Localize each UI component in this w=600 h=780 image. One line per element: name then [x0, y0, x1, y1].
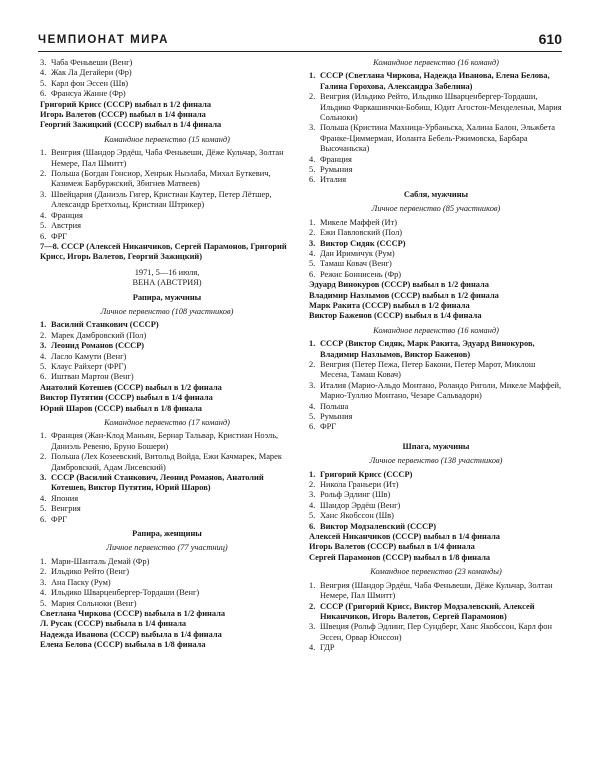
elimination-note: Владимир Назлымов (СССР) выбыл в 1/2 финала: [309, 290, 499, 300]
elimination-note: Анатолий Котешев (СССР) выбыл в 1/2 финала: [40, 382, 222, 392]
epee-individual: [309, 470, 563, 532]
list-item: 6. Италия: [309, 175, 347, 185]
list-item: 4. ГДР: [309, 643, 335, 653]
list-item: 1. Венгрия (Шандор Эрдёш, Чаба Феньвеши, Дёже Кульчар, Золтан Немере, Пал Шмитт): [40, 148, 284, 168]
elimination-note: Надежда Иванова (СССР) выбыла в 1/4 финала: [40, 629, 222, 639]
section-subheader: Личное первенство (108 участников): [100, 306, 234, 316]
section-subheader: Личное первенство (77 участниц): [106, 543, 228, 553]
section-subheader: Командное первенство (15 команд): [104, 134, 230, 144]
list-item: 3. Виктор Сидяк (СССР): [309, 238, 406, 248]
discipline-title: Рапира, мужчины: [132, 292, 202, 302]
list-item: 6. ФРГ: [309, 422, 337, 432]
list-item: 5. Румыния: [309, 412, 353, 421]
sabre-notes: [309, 280, 563, 322]
elimination-note: Юрий Шаров (СССР) выбыл в 1/8 финала: [40, 403, 202, 413]
list-item: 1. СССР (Виктор Сидяк, Марк Ракита, Эдуард Винокуров, Владимир Назлымов, Виктор Баженов): [309, 339, 535, 359]
event-place: ВЕНА (АВСТРИЯ): [132, 278, 202, 288]
list-item: 5. Клаус Райхерт (ФРГ): [40, 361, 127, 371]
discipline-title: Шпага, мужчины: [402, 441, 470, 451]
elimination-note: Игорь Валетов (СССР) выбыл в 1/4 финала: [40, 110, 206, 120]
sabre-individual: [309, 218, 563, 280]
rapier-women-individual: [40, 557, 294, 609]
list-item: 3. Рольф Эдлинг (Шв): [309, 490, 391, 500]
list-item: 2. Венгрия (Петер Пежа, Петер Бакони, Петер Марот, Миклош Месена, Тамаш Ковач): [309, 359, 536, 380]
rapier-women-team: [309, 71, 563, 185]
list-item: 5. Австрия: [40, 221, 81, 231]
list-item: 1. Мари-Шанталь Демай (Фр): [40, 556, 150, 566]
list-item: 4. Ласло Камути (Венг): [40, 351, 127, 361]
list-item: 1. Франция (Жан-Клод Маньян, Бернар Тальвар, Кристиан Ноэль, Даниэль Ревеню, Бруно Бошери): [40, 431, 279, 451]
left-column: [40, 58, 294, 651]
section-subheader: Личное первенство (85 участников): [371, 204, 501, 214]
list-item: 4. Польша: [309, 401, 349, 411]
list-item: 3. Швейцария (Даниэль Гигер, Кристиан Каутер, Петер Лётшер, Александр Бретхольц, Кристиан Штрикер): [40, 189, 272, 210]
list-item: 7—8. СССР (Алексей Никанчиков, Сергей Парамонов, Григорий Крисс, Игорь Валетов, Георгий Зажицкий): [40, 241, 287, 262]
list-item: 2. Венгрия (Ильдико Рейто, Ильдико Шварценбергер-Тордаши, Ильдико Фаркашинчки-Бобиш, Юдит Агостон-Менделеньи, Мария Сольноки): [309, 92, 562, 123]
section-subheader: Командное первенство (17 команд): [104, 418, 230, 427]
right-column: [309, 58, 563, 654]
list-item: 1. СССР (Светлана Чиркова, Надежда Иванова, Елена Белова, Галина Горохова, Александра Забелина): [309, 71, 550, 91]
elimination-note: Елена Белова (СССР) выбыла в 1/8 финала: [40, 640, 206, 650]
rapier-women-notes: [40, 609, 294, 651]
elimination-note: Григорий Крисс (СССР) выбыл в 1/2 финала: [40, 99, 212, 109]
epee-team: [309, 581, 563, 654]
list-item: 5. Карл фон Эссен (Шв): [40, 78, 129, 88]
page-number: 610: [538, 31, 562, 47]
section-subheader: Командное первенство (16 команд): [373, 58, 499, 67]
list-item: 2. Польша (Лех Козеевский, Витольд Войда, Ежи Качмарек, Марек Дамбровский, Адам Лисевский): [40, 452, 282, 472]
list-item: 2. СССР (Григорий Крисс, Виктор Модзалевский, Алексей Никанчиков, Игорь Валетов, Сергей Парамонов): [309, 601, 535, 621]
elimination-note: Светлана Чиркова (СССР) выбыла в 1/2 финала: [40, 608, 226, 618]
rapier-men-team: [40, 431, 294, 525]
list-item: 5. Тамаш Ковач (Венг): [309, 259, 392, 269]
page-title: ЧЕМПИОНАТ МИРА: [38, 34, 169, 46]
elimination-note: Виктор Путятин (СССР) выбыл в 1/4 финала: [40, 393, 213, 403]
list-item: 5. Венгрия: [40, 504, 81, 514]
list-item: 5. Мария Сольноки (Венг): [40, 598, 137, 608]
section-subheader: Командное первенство (23 команды): [370, 567, 502, 577]
elimination-note: Л. Русак (СССР) выбыла в 1/4 финала: [40, 619, 187, 629]
discipline-title: Рапира, женщины: [132, 529, 202, 539]
elimination-note: Георгий Зажицкий (СССР) выбыл в 1/4 финала: [40, 120, 222, 130]
epee-notes: [309, 532, 563, 563]
list-item: 5. Ханс Якобссон (Шв): [309, 511, 394, 521]
sabre-team: [309, 339, 563, 433]
list-item: 3. Италия (Марио-Альдо Монтано, Роландо Риголи, Микеле Маффей, Марио-Туллио Монтано, Чезаре Сальвадори): [309, 380, 562, 401]
elimination-note: Виктор Баженов (СССР) выбыл в 1/4 финала: [309, 311, 482, 321]
list-item: 4. Дан Иримичук (Рум): [309, 248, 395, 258]
list-item: 3. Польша (Кристина Махница-Урбаньска, Халина Балон, Эльжбета Франке-Циммерман, Иоланта Бебель-Ржимовска, Барбара Высочаньска): [309, 123, 555, 154]
list-item: 6. ФРГ: [40, 231, 68, 241]
list-item: 4. Шандор Эрдёш (Венг): [309, 500, 401, 510]
section-subheader: Личное первенство (138 участников): [369, 456, 503, 466]
list-item: 1. Микеле Маффей (Ит): [309, 217, 398, 227]
list-item: 4. Япония: [40, 493, 79, 503]
team1-list: [40, 148, 294, 262]
list-item: 2. Ежи Павловский (Пол): [309, 228, 403, 238]
rapier-men-individual: [40, 320, 294, 382]
list-item: 4. Франция: [40, 210, 83, 220]
top-list: [40, 58, 294, 100]
list-item: 2. Никола Граньери (Ит): [309, 480, 399, 490]
elimination-note: Алексей Никанчиков (СССР) выбыл в 1/4 финала: [309, 532, 500, 542]
list-item: 1. Василий Станкович (СССР): [40, 320, 159, 330]
list-item: 1. Венгрия (Шандор Эрдёш, Чаба Феньвеши, Дёже Кульчар, Золтан Немере, Пал Шмитт): [309, 580, 553, 601]
list-item: 2. Ильдико Рейто (Венг): [40, 567, 130, 577]
list-item: 6. Виктор Модзалевский (СССР): [309, 521, 437, 531]
list-item: 6. Франсуа Жанне (Фр): [40, 89, 126, 99]
list-item: 3. Швеция (Рольф Эдлинг, Пер Сундберг, Ханс Якобссон, Карл фон Эссен, Орвар Юнссон): [309, 622, 552, 642]
list-item: 6. Иштван Мартон (Венг): [40, 372, 134, 382]
elimination-note: Эдуард Винокуров (СССР) выбыл в 1/2 финала: [309, 280, 489, 290]
list-item: 2. Марек Дамбровский (Пол): [40, 330, 147, 340]
list-item: 4. Франция: [309, 154, 352, 164]
list-item: 4. Ильдико Шварценбергер-Тордаши (Венг): [40, 588, 200, 598]
list-item: 6. ФРГ: [40, 514, 68, 524]
elimination-note: Игорь Валетов (СССР) выбыл в 1/4 финала: [309, 542, 475, 552]
rapier-men-notes: [40, 383, 294, 414]
top-notes: [40, 100, 294, 131]
list-item: 5. Румыния: [309, 165, 353, 175]
list-item: 6. Режис Боннисень (Фр): [309, 269, 402, 279]
list-item: 3. Ана Паску (Рум): [40, 577, 111, 587]
header-rule: [38, 51, 562, 52]
elimination-note: Марк Ракита (СССР) выбыл в 1/2 финала: [309, 300, 470, 310]
list-item: 3. Леонид Романов (СССР): [40, 341, 145, 351]
list-item: 4. Жак Ла Дегайери (Фр): [40, 68, 132, 78]
discipline-title: Сабля, мужчины: [403, 189, 469, 199]
event-date: 1971, 5—16 июля,: [134, 267, 200, 277]
page-header: [38, 31, 562, 50]
list-item: 1. Григорий Крисс (СССР): [309, 469, 413, 479]
elimination-note: Сергей Парамонов (СССР) выбыл в 1/8 финала: [309, 552, 491, 562]
list-item: 3. СССР (Василий Станкович, Леонид Романов, Анатолий Котешев, Виктор Путятин, Юрий Шаров): [40, 473, 264, 493]
section-subheader: Командное первенство (16 команд): [373, 325, 499, 335]
list-item: 3. Чаба Феньвеши (Венг): [40, 58, 133, 67]
list-item: 2. Польша (Богдан Гонсиор, Хенрык Ныэлаба, Михал Буткевич, Казимеж Барбуржский, Збигнев Матвеев): [40, 169, 271, 189]
